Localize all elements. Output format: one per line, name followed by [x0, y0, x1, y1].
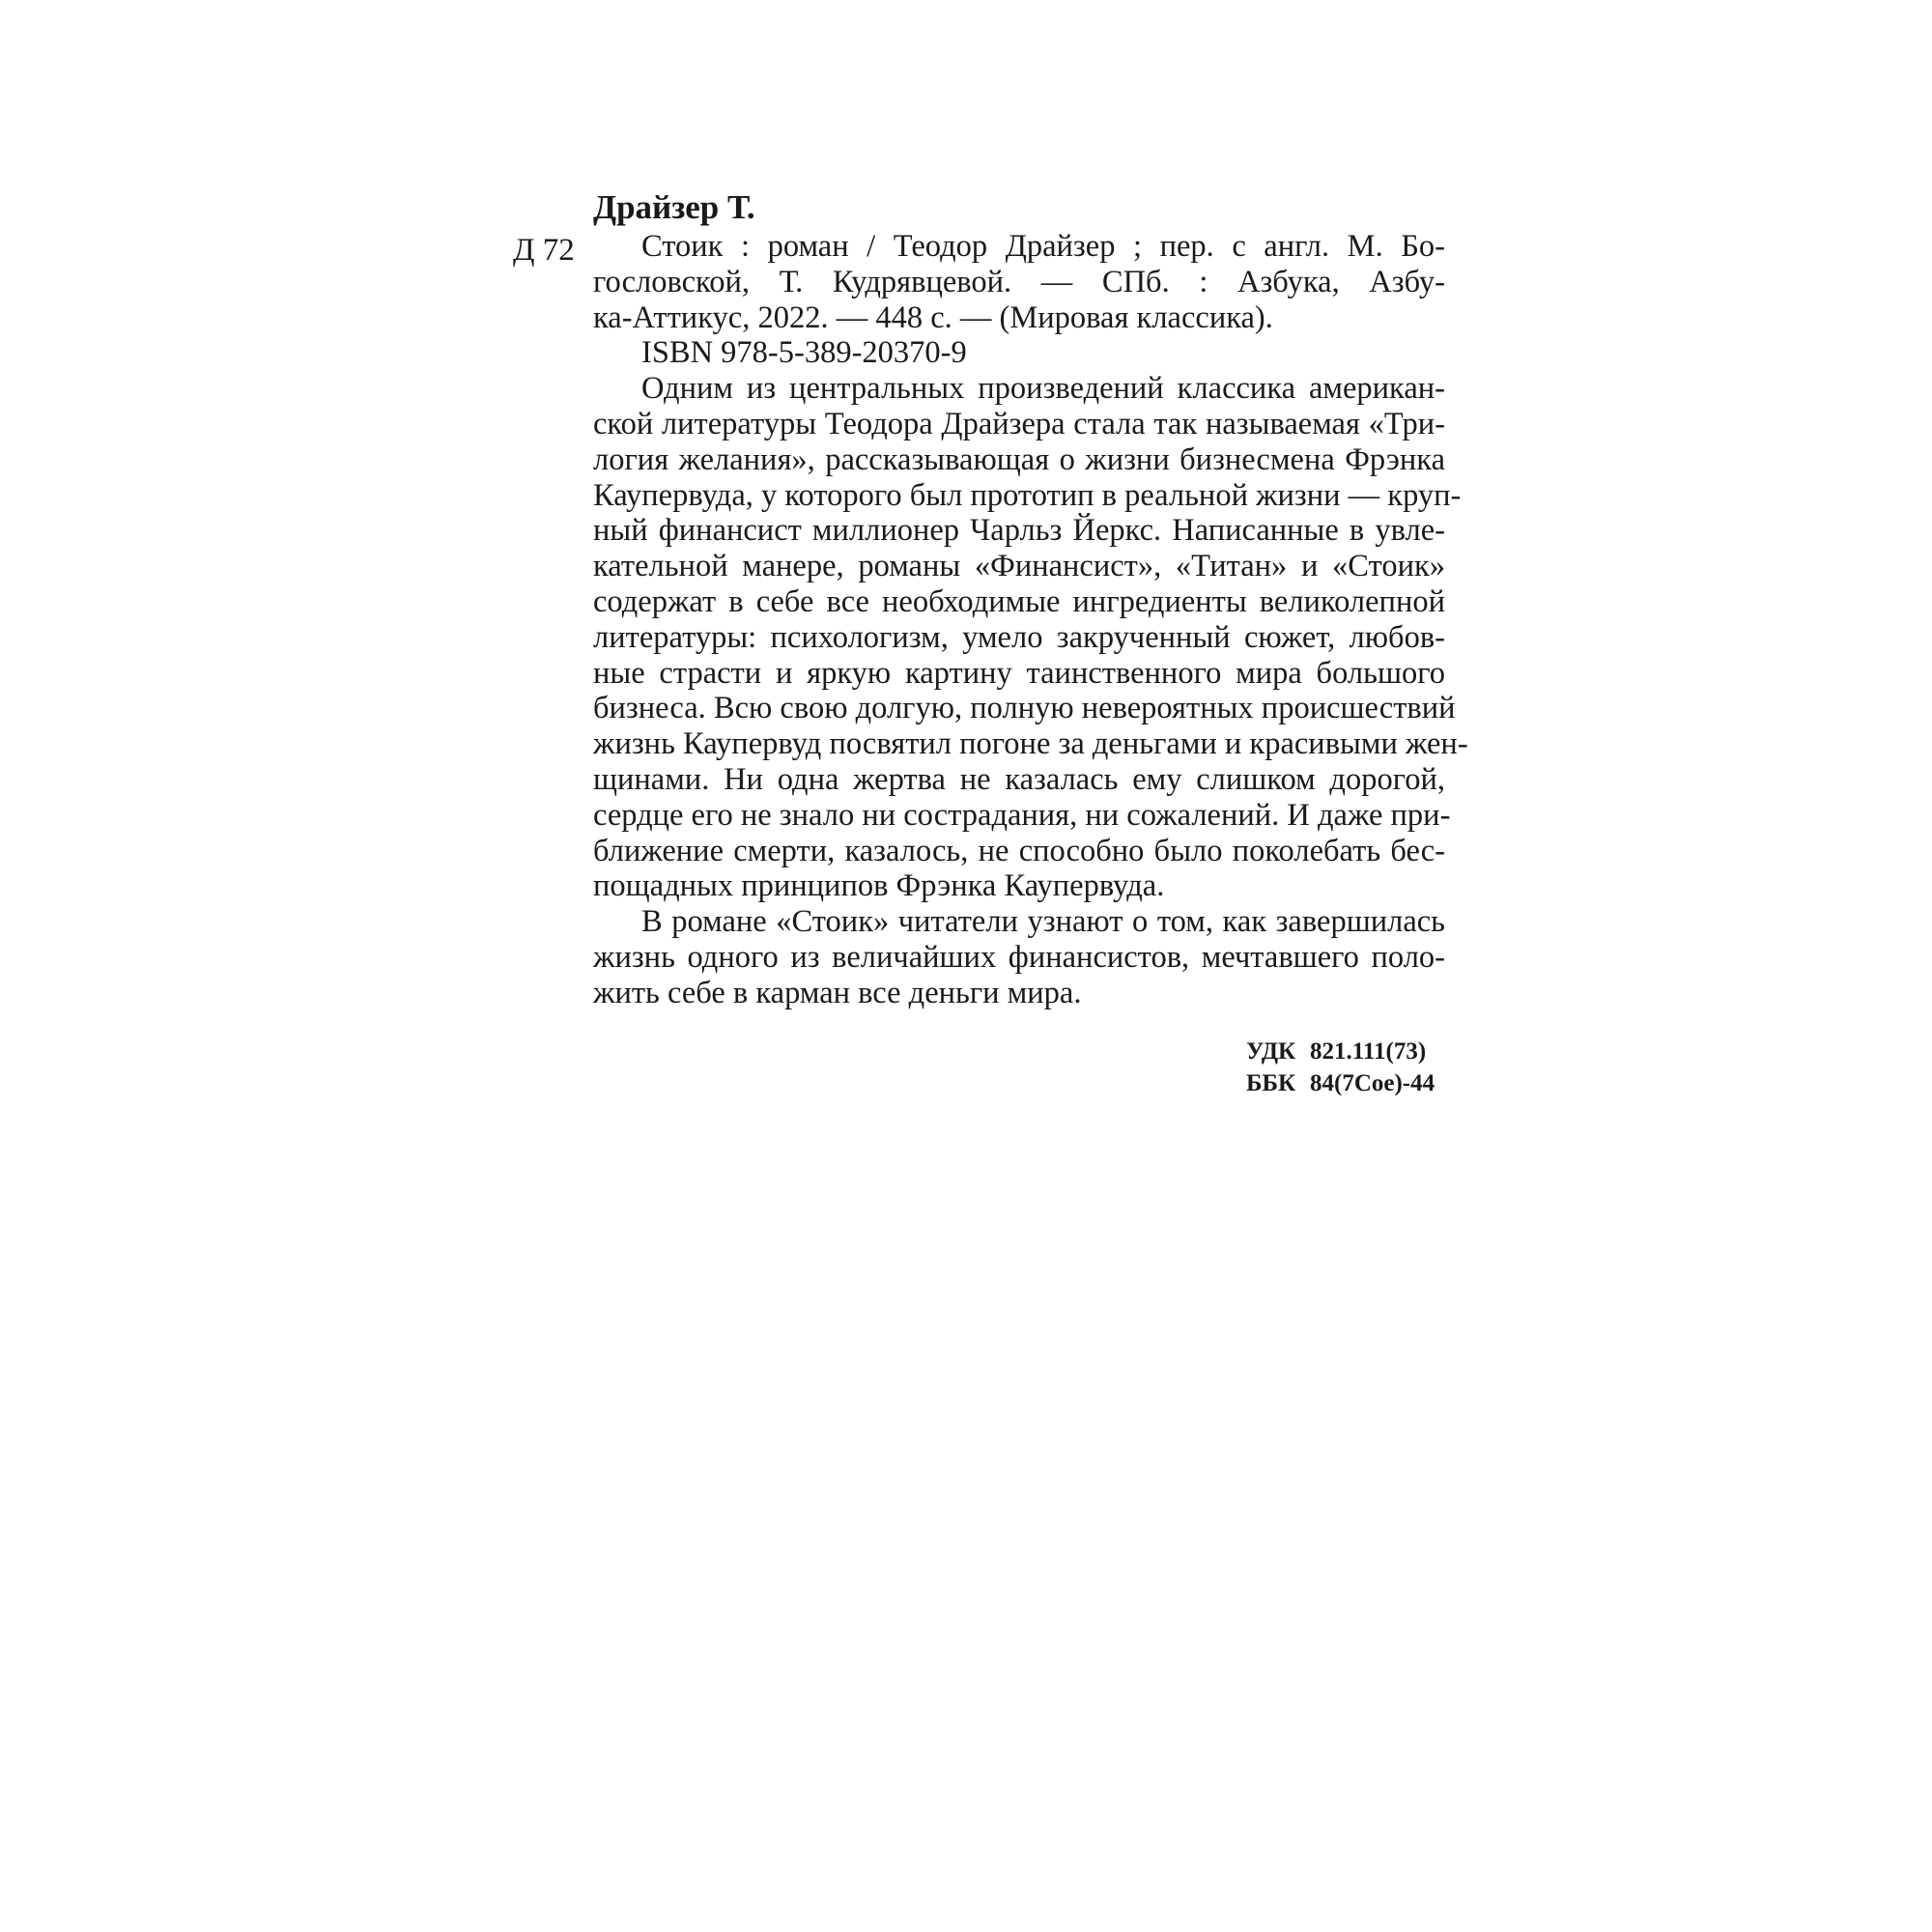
annotation-line: кательной манере, романы «Финансист», «Титан» и «Стоик»	[593, 549, 1445, 584]
annotation-line: содержат в себе все необходимые ингредиенты великолепной	[593, 583, 1445, 619]
udk-row	[1246, 1036, 1445, 1067]
annotation-line: сердце его не знало ни сострадания, ни сожалений. И даже при-	[593, 797, 1451, 833]
annotation-line: жить себе в карман все деньги мира.	[593, 975, 1082, 1010]
annotation-line: В романе «Стоик» читатели узнают о том, как завершилась	[641, 904, 1445, 940]
annotation-line: литературы: психологизм, умело закрученный сюжет, любов-	[593, 619, 1445, 655]
annotation-line: пощадных принципов Фрэнка Каупервуда.	[593, 868, 1165, 904]
bibliographic-line: ка-Аттикус, 2022. — 448 с. — (Мировая классика).	[593, 299, 1273, 335]
annotation-line: ской литературы Теодора Драйзера стала так называемая «Три-	[593, 406, 1445, 441]
udk-value: 821.111(73)	[1310, 1038, 1427, 1065]
isbn: ISBN 978-5-389-20370-9	[641, 335, 967, 371]
bbk-row	[1246, 1067, 1445, 1099]
annotation-line: щинами. Ни одна жертва не казалась ему слишком дорогой,	[593, 761, 1445, 797]
bibliographic-description	[593, 229, 1468, 1011]
annotation-line: ный финансист миллионер Чарльз Йеркс. Написанные в увле-	[593, 513, 1445, 549]
annotation-line: ные страсти и яркую картину таинственного мира большого	[593, 655, 1445, 691]
udk-label: УДК	[1246, 1038, 1296, 1065]
classification-codes	[1246, 1036, 1445, 1099]
annotation-line: Одним из центральных произведений классика американ-	[641, 371, 1445, 407]
annotation-line: логия желания», рассказывающая о жизни бизнесмена Фрэнка	[593, 441, 1445, 477]
annotation-line: Каупервуда, у которого был прототип в реальной жизни — круп-	[593, 477, 1462, 513]
bbk-label: ББК	[1246, 1070, 1296, 1096]
annotation-line: жизнь Каупервуд посвятил погоне за деньгами и красивыми жен-	[593, 726, 1468, 762]
annotation-line: жизнь одного из величайших финансистов, мечтавшего поло-	[593, 939, 1445, 975]
author-heading: Драйзер Т.	[593, 188, 755, 226]
bibliographic-line: Стоик : роман / Теодор Драйзер ; пер. с англ. М. Бо-	[641, 229, 1445, 264]
annotation-line: бизнеса. Всю свою долгую, полную невероятных происшествий	[593, 691, 1456, 726]
bibliographic-line: гословской, Т. Кудрявцевой. — СПб. : Азбука, Азбу-	[593, 264, 1445, 299]
annotation-line: ближение смерти, казалось, не способно было поколебать бес-	[593, 833, 1445, 868]
author-sign: Д 72	[513, 233, 575, 268]
bbk-value: 84(7Сое)-44	[1310, 1070, 1435, 1096]
